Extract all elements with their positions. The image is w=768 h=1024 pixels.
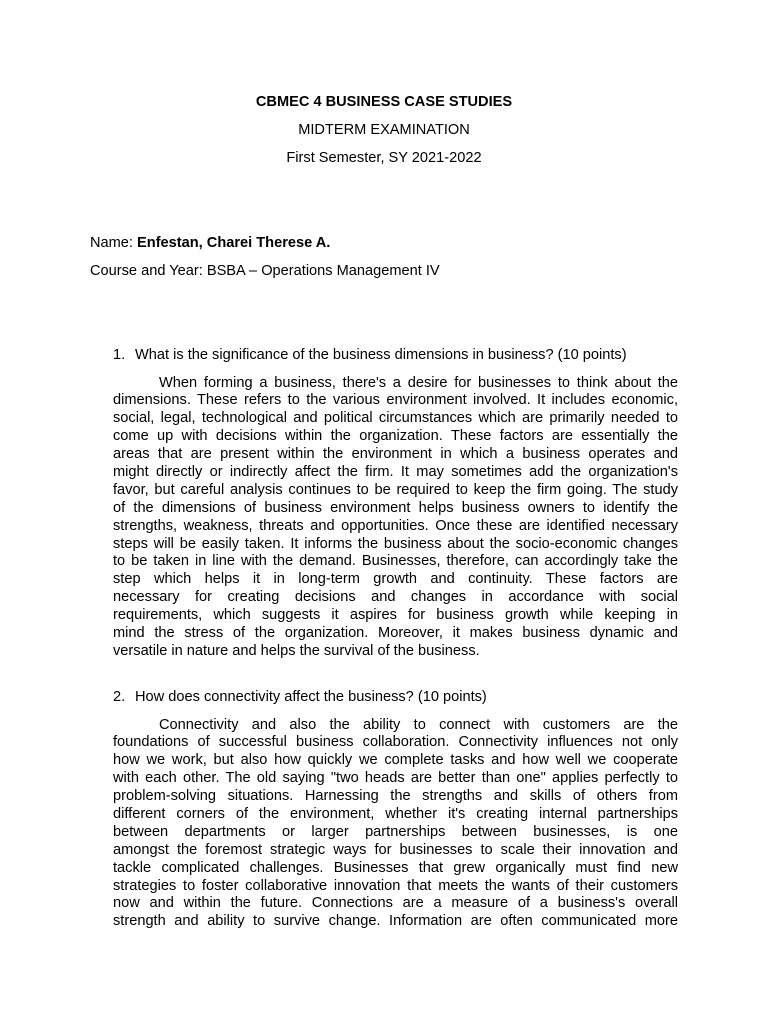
document-title: CBMEC 4 BUSINESS CASE STUDIES bbox=[255, 94, 513, 110]
answer-2 bbox=[113, 717, 678, 932]
answer-line: might directly or indirectly affect the firm. It may sometimes add the organization's bbox=[113, 463, 678, 480]
answer-line: amongst the foremost strategic ways for businesses to scale their innovation and bbox=[113, 841, 678, 858]
answer-line: how we work, but also how quickly we complete tasks and how well we cooperate bbox=[113, 752, 678, 769]
answer-line: to be taken in line with the demand. Businesses, therefore, can accordingly take the bbox=[113, 553, 678, 570]
answer-line: different corners of the environment, whether it's creating internal partnerships bbox=[113, 805, 678, 822]
answer-line: favor, but careful analysis continues to be required to keep the firm going. The study bbox=[113, 481, 678, 498]
course-value: BSBA – Operations Management IV bbox=[206, 263, 440, 279]
answer-line: between departments or larger partnerships between businesses, is one bbox=[113, 823, 678, 840]
answer-line: step which helps it in long-term growth and continuity. These factors are bbox=[113, 571, 678, 588]
question-1 bbox=[113, 346, 627, 364]
answer-line: requirements, which suggests it aspires for business growth while keeping in bbox=[113, 607, 678, 624]
answer-1 bbox=[113, 375, 678, 661]
answer-line: steps will be easily taken. It informs the business about the socio-economic changes bbox=[113, 535, 678, 552]
answer-line: strategies to foster collaborative innovation that meets the wants of their customers bbox=[113, 877, 678, 894]
answer-line: social, legal, technological and political circumstances which are primarily needed to bbox=[113, 410, 678, 427]
answer-line: foundations of successful business collaboration. Connectivity influences not only bbox=[113, 734, 678, 751]
student-name-line bbox=[90, 234, 330, 252]
answer-line: versatile in nature and helps the survival of the business. bbox=[113, 642, 480, 659]
course-label: Course and Year: bbox=[90, 263, 207, 279]
answer-line: problem-solving situations. Harnessing the strengths and skills of others from bbox=[113, 788, 678, 805]
answer-line: now and within the future. Connections are a measure of a business's overall bbox=[113, 895, 678, 912]
question-text: What is the significance of the business dimensions in business? (10 points) bbox=[135, 347, 627, 363]
answer-line: come up with decisions within the organization. These factors are essentially the bbox=[113, 428, 678, 445]
semester-line: First Semester, SY 2021-2022 bbox=[286, 150, 482, 166]
question-number: 2. bbox=[113, 689, 126, 705]
question-2 bbox=[113, 688, 487, 706]
student-name: Enfestan, Charei Therese A. bbox=[137, 235, 331, 251]
question-text: How does connectivity affect the business? (10 points) bbox=[135, 689, 487, 705]
answer-line: Connectivity and also the ability to connect with customers are the bbox=[159, 716, 678, 733]
answer-line: of the dimensions of business environment helps business owners to identify the bbox=[113, 499, 678, 516]
exam-type: MIDTERM EXAMINATION bbox=[298, 122, 470, 138]
answer-line: mind the stress of the organization. Moreover, it makes business dynamic and bbox=[113, 624, 678, 641]
answer-line: areas that are present within the environment in which a business operates and bbox=[113, 446, 678, 463]
question-number: 1. bbox=[113, 347, 126, 363]
course-year-line bbox=[90, 262, 440, 280]
answer-line: necessary for creating decisions and changes in accordance with social bbox=[113, 589, 678, 606]
answer-line: tackle complicated challenges. Businesses that grew organically must find new bbox=[113, 859, 678, 876]
answer-line: dimensions. These refers to the various environment involved. It includes economic, bbox=[113, 392, 678, 409]
answer-line: strength and ability to survive change. Information are often communicated more bbox=[113, 913, 678, 930]
answer-line: strengths, weakness, threats and opportunities. Once these are identified necessary bbox=[113, 517, 678, 534]
name-label: Name: bbox=[90, 235, 138, 251]
answer-line: When forming a business, there's a desire for businesses to think about the bbox=[159, 374, 678, 391]
answer-line: with each other. The old saying "two heads are better than one" applies perfectly to bbox=[113, 770, 678, 787]
